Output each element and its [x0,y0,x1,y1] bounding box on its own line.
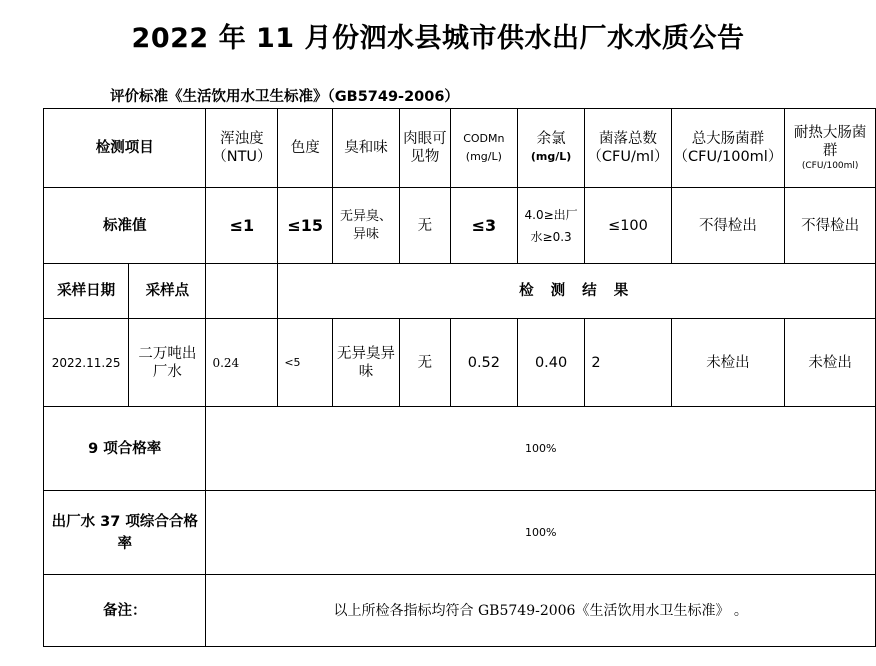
pass9-value: 100% [206,407,876,491]
sample-row [44,319,876,407]
header-turbidity: 浑浊度（NTU） [206,109,278,188]
header-chlorine [517,109,585,188]
sample-odor: 无异臭异味 [333,319,400,407]
sample-color: <5 [278,319,333,407]
note-text: 以上所检各指标均符合 GB5749-2006《生活饮用水卫生标准》 。 [206,575,876,647]
header-chlorine-unit: (mg/L) [530,150,572,163]
sample-codmn: 0.52 [450,319,517,407]
pass37-label: 出厂水 37 项综合合格率 [44,491,206,575]
pass37-value: 100% [206,491,876,575]
water-quality-table [43,108,876,647]
header-thermo [785,109,876,188]
sample-thermo: 未检出 [785,319,876,407]
sample-turbidity: 0.24 [206,319,278,407]
date-label: 采样日期 [44,264,129,319]
page-title: 2022 年 11 月份泗水县城市供水出厂水水质公告 [131,23,745,54]
pass37-row [44,491,876,575]
header-codmn-unit: (mg/L) [465,150,502,163]
results-header-row [44,264,876,319]
standard-label: 标准值 [44,188,206,264]
standard-codmn: ≤3 [450,188,517,264]
sample-chlorine: 0.40 [517,319,585,407]
standard-coliform: 不得检出 [671,188,785,264]
standard-thermo: 不得检出 [785,188,876,264]
standard-odor: 无异臭、异味 [333,188,400,264]
header-row [44,109,876,188]
header-coliform: 总大肠菌群（CFU/100ml） [671,109,785,188]
pass9-row [44,407,876,491]
sample-visible: 无 [399,319,450,407]
header-thermo-label: 耐热大肠菌群 [793,125,867,159]
header-item: 检测项目 [44,109,206,188]
header-colony: 菌落总数（CFU/ml） [585,109,671,188]
header-chlorine-label: 余氯 [536,131,566,147]
note-label: 备注： [44,575,206,647]
results-label: 检 测 结 果 [278,264,876,319]
standard-chlorine: 4.0≥出厂水≥0.3 [517,188,585,264]
header-codmn [450,109,517,188]
standard-visible: 无 [399,188,450,264]
header-odor: 臭和味 [333,109,400,188]
header-visible: 肉眼可见物 [399,109,450,188]
standard-colony: ≤100 [585,188,671,264]
note-row [44,575,876,647]
standard-turbidity: ≤1 [206,188,278,264]
results-blank-cell [206,264,278,319]
standard-row [44,188,876,264]
evaluation-standard: 评价标准《生活饮用水卫生标准》（GB5749-2006） [110,89,459,105]
header-color: 色度 [278,109,333,188]
point-label: 采样点 [129,264,206,319]
sample-point: 二万吨出厂水 [129,319,206,407]
standard-color: ≤15 [278,188,333,264]
sample-coliform: 未检出 [671,319,785,407]
header-codmn-label: CODMn [463,132,505,145]
header-thermo-unit: (CFU/100ml) [801,161,859,171]
sample-colony: 2 [585,319,671,407]
sample-date: 2022.11.25 [44,319,129,407]
pass9-label: 9 项合格率 [44,407,206,491]
